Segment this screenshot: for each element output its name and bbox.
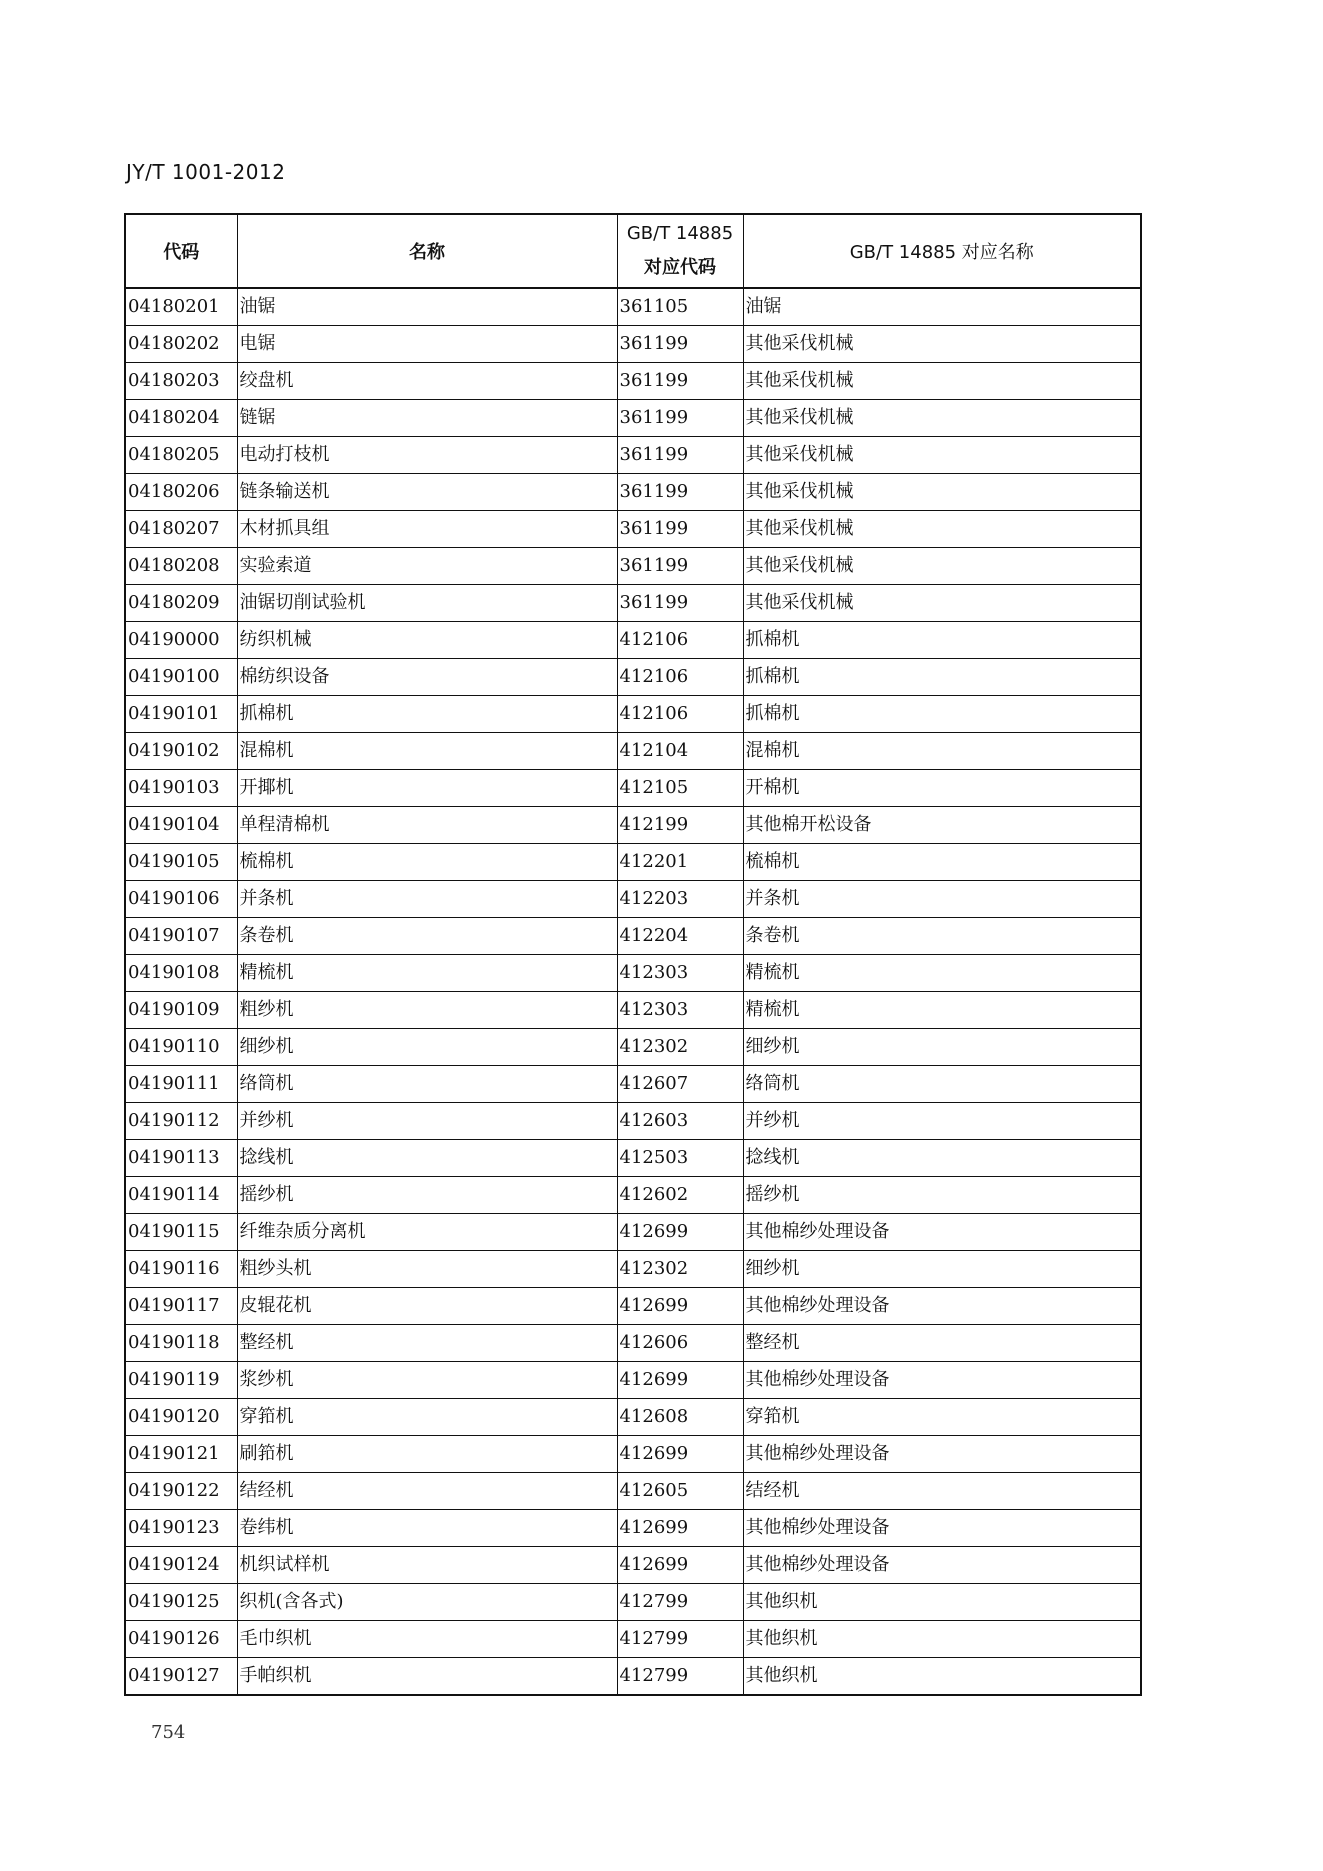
cell-code: 04180205 xyxy=(125,437,237,474)
cell-gb-name: 开棉机 xyxy=(743,770,1141,807)
table-row xyxy=(125,659,1141,696)
cell-gb-name: 其他织机 xyxy=(743,1584,1141,1621)
table-row xyxy=(125,1066,1141,1103)
cell-code: 04190104 xyxy=(125,807,237,844)
cell-gb-name: 其他采伐机械 xyxy=(743,437,1141,474)
table-row xyxy=(125,1584,1141,1621)
cell-gb-name: 其他织机 xyxy=(743,1658,1141,1696)
table-row xyxy=(125,1510,1141,1547)
table-row xyxy=(125,400,1141,437)
cell-gb-name: 其他采伐机械 xyxy=(743,400,1141,437)
cell-gb-name: 其他棉纱处理设备 xyxy=(743,1288,1141,1325)
table-row xyxy=(125,1399,1141,1436)
table-row xyxy=(125,1288,1141,1325)
cell-code: 04190122 xyxy=(125,1473,237,1510)
cell-name: 粗纱头机 xyxy=(237,1251,617,1288)
cell-gb-code: 412302 xyxy=(617,1251,743,1288)
cell-code: 04190107 xyxy=(125,918,237,955)
cell-code: 04180202 xyxy=(125,326,237,363)
cell-code: 04190126 xyxy=(125,1621,237,1658)
table-row xyxy=(125,1436,1141,1473)
cell-code: 04190113 xyxy=(125,1140,237,1177)
cell-code: 04190114 xyxy=(125,1177,237,1214)
equipment-code-table xyxy=(124,213,1142,1696)
cell-code: 04180203 xyxy=(125,363,237,400)
cell-name: 手帕织机 xyxy=(237,1658,617,1696)
table-row xyxy=(125,1214,1141,1251)
cell-name: 油锯切削试验机 xyxy=(237,585,617,622)
cell-code: 04180207 xyxy=(125,511,237,548)
cell-name: 条卷机 xyxy=(237,918,617,955)
cell-gb-code: 412106 xyxy=(617,659,743,696)
cell-name: 开揶机 xyxy=(237,770,617,807)
cell-gb-name: 精梳机 xyxy=(743,992,1141,1029)
table-row xyxy=(125,696,1141,733)
table-row xyxy=(125,844,1141,881)
cell-gb-code: 412699 xyxy=(617,1436,743,1473)
cell-gb-name: 其他采伐机械 xyxy=(743,326,1141,363)
cell-gb-name: 并条机 xyxy=(743,881,1141,918)
cell-code: 04190100 xyxy=(125,659,237,696)
cell-code: 04180201 xyxy=(125,288,237,326)
cell-gb-name: 抓棉机 xyxy=(743,622,1141,659)
cell-code: 04190115 xyxy=(125,1214,237,1251)
cell-gb-code: 412303 xyxy=(617,955,743,992)
cell-gb-name: 其他采伐机械 xyxy=(743,363,1141,400)
cell-code: 04190124 xyxy=(125,1547,237,1584)
cell-name: 油锯 xyxy=(237,288,617,326)
cell-code: 04190110 xyxy=(125,1029,237,1066)
cell-gb-name: 其他棉纱处理设备 xyxy=(743,1547,1141,1584)
table-row xyxy=(125,733,1141,770)
cell-name: 摇纱机 xyxy=(237,1177,617,1214)
cell-code: 04190106 xyxy=(125,881,237,918)
cell-name: 混棉机 xyxy=(237,733,617,770)
cell-gb-code: 361199 xyxy=(617,511,743,548)
cell-gb-code: 412606 xyxy=(617,1325,743,1362)
table-body xyxy=(125,288,1141,1695)
table-row xyxy=(125,548,1141,585)
cell-name: 精梳机 xyxy=(237,955,617,992)
cell-code: 04180209 xyxy=(125,585,237,622)
table-row xyxy=(125,1251,1141,1288)
cell-code: 04190127 xyxy=(125,1658,237,1696)
cell-gb-name: 其他采伐机械 xyxy=(743,511,1141,548)
cell-gb-code: 361199 xyxy=(617,548,743,585)
table-row xyxy=(125,288,1141,326)
cell-code: 04190120 xyxy=(125,1399,237,1436)
cell-code: 04190118 xyxy=(125,1325,237,1362)
page-number: 754 xyxy=(151,1722,186,1743)
cell-gb-code: 412302 xyxy=(617,1029,743,1066)
cell-gb-code: 412699 xyxy=(617,1510,743,1547)
cell-name: 捻线机 xyxy=(237,1140,617,1177)
cell-name: 棉纺织设备 xyxy=(237,659,617,696)
cell-gb-code: 412607 xyxy=(617,1066,743,1103)
cell-gb-name: 混棉机 xyxy=(743,733,1141,770)
table-row xyxy=(125,511,1141,548)
cell-gb-name: 穿筘机 xyxy=(743,1399,1141,1436)
column-header-gb-code xyxy=(617,214,743,288)
cell-name: 织机(含各式) xyxy=(237,1584,617,1621)
cell-name: 单程清棉机 xyxy=(237,807,617,844)
cell-name: 实验索道 xyxy=(237,548,617,585)
cell-code: 04190117 xyxy=(125,1288,237,1325)
cell-code: 04190109 xyxy=(125,992,237,1029)
cell-gb-code: 412608 xyxy=(617,1399,743,1436)
cell-gb-name: 摇纱机 xyxy=(743,1177,1141,1214)
cell-gb-name: 络筒机 xyxy=(743,1066,1141,1103)
table-row xyxy=(125,326,1141,363)
cell-gb-name: 其他棉纱处理设备 xyxy=(743,1510,1141,1547)
cell-name: 细纱机 xyxy=(237,1029,617,1066)
table-row xyxy=(125,770,1141,807)
cell-gb-name: 抓棉机 xyxy=(743,696,1141,733)
cell-gb-name: 其他棉纱处理设备 xyxy=(743,1362,1141,1399)
cell-code: 04190119 xyxy=(125,1362,237,1399)
table-row xyxy=(125,1658,1141,1696)
cell-gb-name: 梳棉机 xyxy=(743,844,1141,881)
cell-code: 04190108 xyxy=(125,955,237,992)
cell-gb-code: 412104 xyxy=(617,733,743,770)
cell-name: 皮辊花机 xyxy=(237,1288,617,1325)
table-header xyxy=(125,214,1141,288)
cell-name: 链条输送机 xyxy=(237,474,617,511)
cell-gb-code: 412204 xyxy=(617,918,743,955)
cell-name: 并纱机 xyxy=(237,1103,617,1140)
table-row xyxy=(125,474,1141,511)
cell-name: 梳棉机 xyxy=(237,844,617,881)
table-row xyxy=(125,918,1141,955)
cell-gb-code: 412605 xyxy=(617,1473,743,1510)
table-row xyxy=(125,585,1141,622)
cell-code: 04180206 xyxy=(125,474,237,511)
cell-code: 04190125 xyxy=(125,1584,237,1621)
cell-gb-name: 油锯 xyxy=(743,288,1141,326)
cell-gb-name: 其他棉开松设备 xyxy=(743,807,1141,844)
cell-gb-name: 条卷机 xyxy=(743,918,1141,955)
cell-name: 抓棉机 xyxy=(237,696,617,733)
cell-gb-name: 整经机 xyxy=(743,1325,1141,1362)
cell-gb-code: 412699 xyxy=(617,1214,743,1251)
cell-code: 04190102 xyxy=(125,733,237,770)
cell-name: 粗纱机 xyxy=(237,992,617,1029)
table-row xyxy=(125,1140,1141,1177)
cell-gb-code: 361199 xyxy=(617,400,743,437)
cell-gb-code: 412699 xyxy=(617,1288,743,1325)
cell-gb-name: 其他棉纱处理设备 xyxy=(743,1436,1141,1473)
table-row xyxy=(125,1547,1141,1584)
table-row xyxy=(125,992,1141,1029)
cell-code: 04190112 xyxy=(125,1103,237,1140)
column-header-gb-code-line2: 对应代码 xyxy=(644,257,716,278)
cell-gb-name: 其他采伐机械 xyxy=(743,474,1141,511)
cell-gb-name: 其他采伐机械 xyxy=(743,548,1141,585)
table-row xyxy=(125,1177,1141,1214)
cell-code: 04180208 xyxy=(125,548,237,585)
cell-gb-name: 其他采伐机械 xyxy=(743,585,1141,622)
column-header-gb-name: GB/T 14885 对应名称 xyxy=(743,214,1141,288)
table-row xyxy=(125,1473,1141,1510)
cell-name: 卷纬机 xyxy=(237,1510,617,1547)
table-row xyxy=(125,1325,1141,1362)
cell-code: 04190121 xyxy=(125,1436,237,1473)
cell-gb-code: 361199 xyxy=(617,326,743,363)
cell-gb-code: 412799 xyxy=(617,1621,743,1658)
cell-gb-code: 412201 xyxy=(617,844,743,881)
cell-gb-code: 361199 xyxy=(617,474,743,511)
cell-gb-code: 361199 xyxy=(617,585,743,622)
cell-code: 04190123 xyxy=(125,1510,237,1547)
table-row xyxy=(125,955,1141,992)
cell-code: 04190105 xyxy=(125,844,237,881)
cell-name: 整经机 xyxy=(237,1325,617,1362)
cell-gb-name: 细纱机 xyxy=(743,1251,1141,1288)
standard-code-header: JY/T 1001-2012 xyxy=(126,160,286,184)
cell-name: 浆纱机 xyxy=(237,1362,617,1399)
cell-gb-code: 361199 xyxy=(617,363,743,400)
cell-name: 并条机 xyxy=(237,881,617,918)
cell-name: 纤维杂质分离机 xyxy=(237,1214,617,1251)
cell-code: 04190000 xyxy=(125,622,237,659)
cell-name: 络筒机 xyxy=(237,1066,617,1103)
table-row xyxy=(125,1362,1141,1399)
cell-code: 04190103 xyxy=(125,770,237,807)
column-header-gb-code-line1: GB/T 14885 xyxy=(626,223,734,244)
cell-gb-code: 361105 xyxy=(617,288,743,326)
cell-code: 04190111 xyxy=(125,1066,237,1103)
cell-gb-code: 412799 xyxy=(617,1584,743,1621)
cell-gb-code: 412199 xyxy=(617,807,743,844)
cell-gb-name: 捻线机 xyxy=(743,1140,1141,1177)
cell-name: 结经机 xyxy=(237,1473,617,1510)
cell-gb-code: 412203 xyxy=(617,881,743,918)
cell-gb-name: 其他棉纱处理设备 xyxy=(743,1214,1141,1251)
cell-name: 机织试样机 xyxy=(237,1547,617,1584)
cell-gb-name: 精梳机 xyxy=(743,955,1141,992)
cell-gb-code: 412799 xyxy=(617,1658,743,1696)
cell-code: 04190116 xyxy=(125,1251,237,1288)
cell-name: 电动打枝机 xyxy=(237,437,617,474)
table-row xyxy=(125,1029,1141,1066)
cell-code: 04180204 xyxy=(125,400,237,437)
cell-gb-code: 412303 xyxy=(617,992,743,1029)
cell-name: 穿筘机 xyxy=(237,1399,617,1436)
cell-gb-code: 412603 xyxy=(617,1103,743,1140)
cell-gb-code: 412699 xyxy=(617,1362,743,1399)
cell-name: 绞盘机 xyxy=(237,363,617,400)
table-row xyxy=(125,1621,1141,1658)
cell-gb-code: 412602 xyxy=(617,1177,743,1214)
table-header-row xyxy=(125,214,1141,288)
cell-gb-name: 其他织机 xyxy=(743,1621,1141,1658)
cell-code: 04190101 xyxy=(125,696,237,733)
table-row xyxy=(125,437,1141,474)
cell-name: 纺织机械 xyxy=(237,622,617,659)
column-header-code: 代码 xyxy=(125,214,237,288)
cell-name: 电锯 xyxy=(237,326,617,363)
table-row xyxy=(125,622,1141,659)
column-header-name: 名称 xyxy=(237,214,617,288)
cell-gb-name: 细纱机 xyxy=(743,1029,1141,1066)
cell-name: 链锯 xyxy=(237,400,617,437)
cell-gb-name: 结经机 xyxy=(743,1473,1141,1510)
table-row xyxy=(125,807,1141,844)
cell-gb-code: 412699 xyxy=(617,1547,743,1584)
cell-gb-code: 361199 xyxy=(617,437,743,474)
cell-name: 刷筘机 xyxy=(237,1436,617,1473)
cell-name: 木材抓具组 xyxy=(237,511,617,548)
cell-gb-code: 412105 xyxy=(617,770,743,807)
cell-gb-code: 412106 xyxy=(617,696,743,733)
table-row xyxy=(125,363,1141,400)
cell-gb-code: 412106 xyxy=(617,622,743,659)
table-row xyxy=(125,881,1141,918)
cell-name: 毛巾织机 xyxy=(237,1621,617,1658)
table-row xyxy=(125,1103,1141,1140)
cell-gb-name: 并纱机 xyxy=(743,1103,1141,1140)
cell-gb-code: 412503 xyxy=(617,1140,743,1177)
cell-gb-name: 抓棉机 xyxy=(743,659,1141,696)
equipment-code-table-container xyxy=(124,213,1140,1696)
